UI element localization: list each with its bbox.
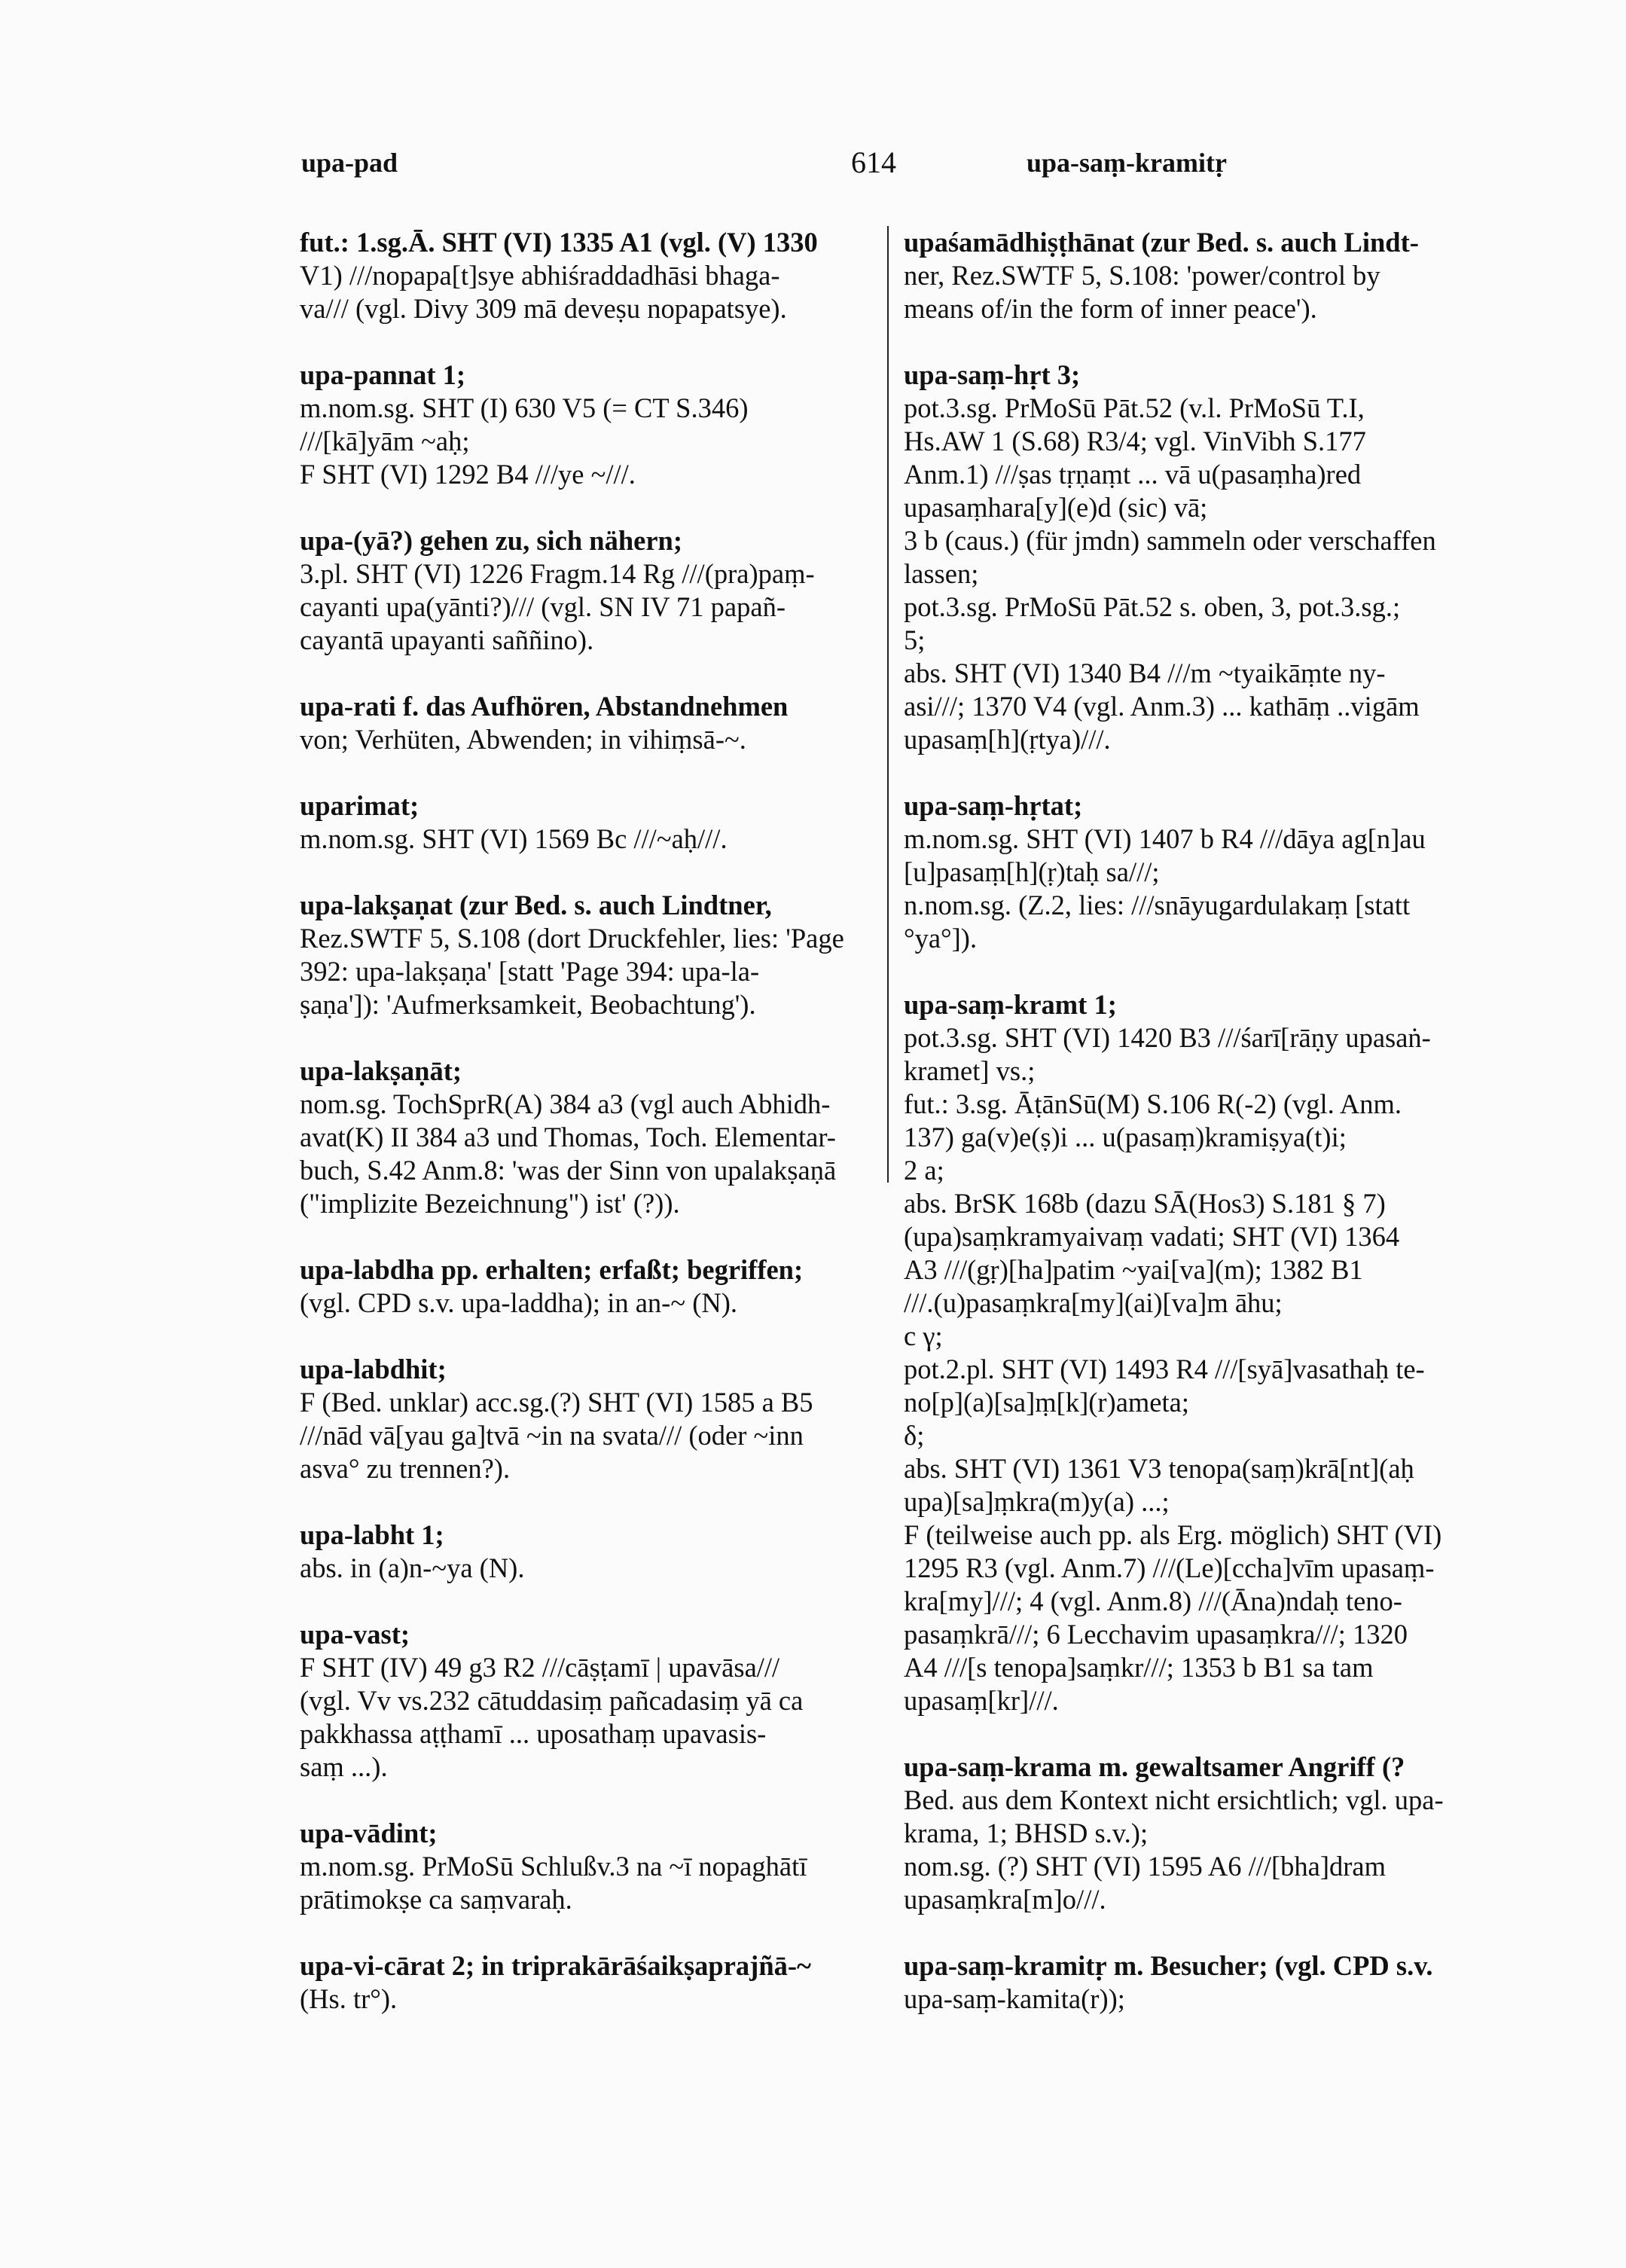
entry-headline: fut.: 1.sg.Ā. SHT (VI) 1335 A1 (vgl. (V) 1330	[300, 227, 818, 258]
entry-line: c γ;	[904, 1320, 943, 1351]
entry-line: ///.(u)pasaṃkra[my](ai)[va]m āhu;	[904, 1287, 1283, 1318]
dictionary-entry	[300, 1618, 872, 1784]
entry-line: m.nom.sg. SHT (I) 630 V5 (= CT S.346)	[300, 392, 749, 423]
entry-line: A4 ///[s tenopa]saṃkr///; 1353 b B1 sa tam	[904, 1652, 1374, 1683]
entry-line: pot.3.sg. PrMoSū Pāt.52 (v.l. PrMoSū T.I,	[904, 392, 1365, 423]
entry-line: no[p](a)[sa]ṃ[k](r)ameta;	[904, 1387, 1189, 1418]
running-head-left: upa-pad	[301, 148, 398, 178]
entry-line: pot.3.sg. PrMoSū Pāt.52 s. oben, 3, pot.3.sg.;	[904, 591, 1401, 622]
entry-headline: upa-saṃ-hṛtat;	[904, 790, 1083, 821]
entry-line: 137) ga(v)e(ṣ)i ... u(pasaṃ)kramiṣya(t)i;	[904, 1122, 1347, 1152]
entry-line: pot.3.sg. SHT (VI) 1420 B3 ///śarī[rāṇy upasaṅ-	[904, 1022, 1431, 1053]
right-column	[904, 226, 1448, 2049]
dictionary-entry	[904, 1949, 1448, 2016]
dictionary-entry	[300, 359, 872, 491]
entry-line: asva° zu trennen?).	[300, 1453, 511, 1484]
entry-line: buch, S.42 Anm.8: 'was der Sinn von upalakṣaṇā	[300, 1155, 837, 1186]
dictionary-entry	[300, 690, 872, 756]
entry-line: abs. SHT (VI) 1340 B4 ///m ~tyaikāṃte ny-	[904, 658, 1386, 688]
entry-line: nom.sg. (?) SHT (VI) 1595 A6 ///[bha]dram	[904, 1851, 1386, 1882]
entry-line: cayanti upa(yānti?)/// (vgl. SN IV 71 papañ-	[300, 591, 786, 622]
column-divider	[887, 226, 889, 1183]
entry-line: abs. in (a)n-~ya (N).	[300, 1552, 525, 1583]
entry-line: upasaṃhara[y](e)d (sic) vā;	[904, 492, 1208, 523]
entry-line: krama, 1; BHSD s.v.);	[904, 1818, 1149, 1848]
entry-headline: upa-(yā?) gehen zu, sich nähern;	[300, 525, 682, 556]
entry-headline: upa-labht 1;	[300, 1519, 444, 1550]
entry-line: upasaṃ[kr]///.	[904, 1685, 1059, 1716]
dictionary-entry	[904, 988, 1448, 1717]
entry-line: ///nād vā[yau ga]tvā ~in na svata/// (oder ~inn	[300, 1420, 804, 1451]
entry-headline: upa-pannat 1;	[300, 359, 466, 390]
entry-line: von; Verhüten, Abwenden; in vihiṃsā-~.	[300, 724, 746, 755]
entry-line: Rez.SWTF 5, S.108 (dort Druckfehler, lies: 'Page	[300, 923, 844, 954]
entry-headline: upa-saṃ-kramitṛ m. Besucher; (vgl. CPD s.v.	[904, 1950, 1433, 1981]
entry-line: 5;	[904, 624, 926, 655]
entry-line: upa)[sa]ṃkra(m)y(a) ...;	[904, 1486, 1170, 1517]
dictionary-entry	[300, 524, 872, 657]
entry-line: pot.2.pl. SHT (VI) 1493 R4 ///[syā]vasathaḥ te-	[904, 1354, 1425, 1384]
entry-headline: upa-saṃ-hṛt 3;	[904, 359, 1081, 390]
entry-line: kra[my]///; 4 (vgl. Anm.8) ///(Āna)ndaḥ teno-	[904, 1586, 1402, 1616]
entry-line: °ya°]).	[904, 923, 978, 954]
entry-line: 3 b (caus.) (für jmdn) sammeln oder verschaffen	[904, 525, 1436, 556]
entry-line: pasaṃkrā///; 6 Lecchavim upasaṃkra///; 1320	[904, 1619, 1408, 1650]
entry-line: δ;	[904, 1420, 925, 1451]
entry-line: F (Bed. unklar) acc.sg.(?) SHT (VI) 1585 a B5	[300, 1387, 813, 1418]
entry-line: avat(K) II 384 a3 und Thomas, Toch. Elementar-	[300, 1122, 836, 1152]
dictionary-entry	[300, 1817, 872, 1916]
entry-headline: upa-labdha pp. erhalten; erfaßt; begriffen;	[300, 1254, 804, 1285]
dictionary-entry	[300, 789, 872, 856]
entry-headline: upa-lakṣaṇāt;	[300, 1055, 462, 1086]
entry-line: fut.: 3.sg. ĀṭānSū(M) S.106 R(-2) (vgl. Anm.	[904, 1088, 1402, 1119]
dictionary-entry	[300, 1253, 872, 1320]
page-number: 614	[851, 145, 896, 179]
entry-line: upasaṃ[h](ṛtya)///.	[904, 724, 1111, 755]
dictionary-entry	[300, 226, 872, 325]
dictionary-entry	[904, 226, 1448, 325]
entry-line: m.nom.sg. SHT (VI) 1569 Bc ///~aḥ///.	[300, 823, 728, 854]
entry-line: Bed. aus dem Kontext nicht ersichtlich; vgl. upa-	[904, 1784, 1444, 1815]
left-column	[300, 226, 872, 2049]
entry-line: Hs.AW 1 (S.68) R3/4; vgl. VinVibh S.177	[904, 426, 1366, 456]
entry-line: n.nom.sg. (Z.2, lies: ///snāyugardulakaṃ [statt	[904, 890, 1411, 920]
entry-line: m.nom.sg. PrMoSū Schlußv.3 na ~ī nopaghātī	[300, 1851, 807, 1882]
entry-headline: upa-vast;	[300, 1619, 410, 1650]
entry-line: F SHT (IV) 49 g3 R2 ///cāṣṭamī | upavāsa///	[300, 1652, 780, 1683]
entry-line: ///[kā]yām ~aḥ;	[300, 426, 470, 456]
entry-line: A3 ///(gṛ)[ha]patim ~yai[va](m); 1382 B1	[904, 1254, 1363, 1285]
dictionary-entry	[904, 359, 1448, 756]
entry-line: abs. BrSK 168b (dazu SĀ(Hos3) S.181 § 7)	[904, 1188, 1386, 1219]
entry-line: abs. SHT (VI) 1361 V3 tenopa(saṃ)krā[nt](aḥ	[904, 1453, 1414, 1484]
dictionary-entry	[300, 1519, 872, 1585]
entry-line: means of/in the form of inner peace').	[904, 293, 1317, 324]
entry-headline: upa-labdhit;	[300, 1354, 447, 1384]
entry-line: cayantā upayanti saññino).	[300, 624, 594, 655]
dictionary-entry	[904, 789, 1448, 955]
dictionary-entry	[300, 1055, 872, 1220]
entry-headline: upaśamādhiṣṭhānat (zur Bed. s. auch Lindt-	[904, 227, 1419, 258]
entry-line: ṣaṇa']): 'Aufmerksamkeit, Beobachtung').	[300, 989, 756, 1020]
entry-line: [u]pasaṃ[h](ṛ)taḥ sa///;	[904, 856, 1160, 887]
dictionary-entry	[904, 1751, 1448, 1916]
entry-line: 3.pl. SHT (VI) 1226 Fragm.14 Rg ///(pra)paṃ-	[300, 558, 815, 589]
entry-line: V1) ///nopapa[t]sye abhiśraddadhāsi bhaga-	[300, 260, 780, 291]
entry-line: ner, Rez.SWTF 5, S.108: 'power/control by	[904, 260, 1380, 291]
entry-line: 2 a;	[904, 1155, 944, 1186]
entry-line: asi///; 1370 V4 (vgl. Anm.3) ... kathāṃ ..vigām	[904, 691, 1420, 722]
entry-line: (upa)saṃkramyaivaṃ vadati; SHT (VI) 1364	[904, 1221, 1400, 1252]
dictionary-entry	[300, 889, 872, 1021]
entry-headline: upa-saṃ-krama m. gewaltsamer Angriff (?	[904, 1751, 1405, 1782]
entry-line: Anm.1) ///ṣas tṛṇaṃt ... vā u(pasaṃha)red	[904, 459, 1362, 490]
dictionary-entry	[300, 1949, 872, 2016]
entry-headline: upa-vādint;	[300, 1818, 438, 1848]
entry-line: 392: upa-lakṣaṇa' [statt 'Page 394: upa-la-	[300, 956, 760, 987]
entry-headline: upa-rati f. das Aufhören, Abstandnehmen	[300, 691, 789, 722]
entry-line: F (teilweise auch pp. als Erg. möglich) SHT (VI)	[904, 1519, 1442, 1550]
entry-line: lassen;	[904, 558, 979, 589]
entry-line: m.nom.sg. SHT (VI) 1407 b R4 ///dāya ag[n]au	[904, 823, 1426, 854]
entry-line: upa-saṃ-kamita(r));	[904, 1983, 1125, 2014]
entry-headline: uparimat;	[300, 790, 419, 821]
entry-line: pakkhassa aṭṭhamī ... uposathaṃ upavasis-	[300, 1718, 767, 1749]
entry-line: ("implizite Bezeichnung") ist' (?)).	[300, 1188, 680, 1219]
entry-line: upasaṃkra[m]o///.	[904, 1884, 1106, 1915]
entry-headline: upa-vi-cārat 2; in triprakārāśaikṣaprajñā-~	[300, 1950, 812, 1981]
running-head-right: upa-saṃ-kramitṛ	[1027, 148, 1227, 178]
entry-line: kramet] vs.;	[904, 1055, 1036, 1086]
entry-line: saṃ ...).	[300, 1751, 388, 1782]
entry-line: nom.sg. TochSprR(A) 384 a3 (vgl auch Abhidh-	[300, 1088, 831, 1119]
entry-line: 1295 R3 (vgl. Anm.7) ///(Le)[ccha]vīm upasaṃ-	[904, 1552, 1435, 1583]
entry-line: prātimokṣe ca saṃvaraḥ.	[300, 1884, 572, 1915]
entry-line: (Hs. tr°).	[300, 1983, 398, 2014]
entry-line: (vgl. Vv vs.232 cātuddasiṃ pañcadasiṃ yā ca	[300, 1685, 804, 1716]
entry-line: F SHT (VI) 1292 B4 ///ye ~///.	[300, 459, 636, 490]
dictionary-entry	[300, 1353, 872, 1485]
entry-headline: upa-saṃ-kramt 1;	[904, 989, 1117, 1020]
entry-line: va/// (vgl. Divy 309 mā deveṣu nopapatsye).	[300, 293, 787, 324]
entry-line: (vgl. CPD s.v. upa-laddha); in an-~ (N).	[300, 1287, 737, 1318]
entry-headline: upa-lakṣaṇat (zur Bed. s. auch Lindtner,	[300, 890, 772, 920]
